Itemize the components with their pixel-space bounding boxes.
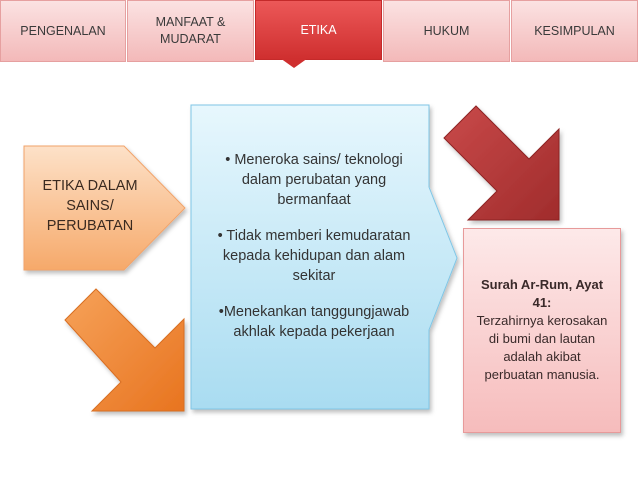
tab-label: PENGENALAN: [20, 23, 106, 38]
quote-title: Surah Ar-Rum, Ayat 41:: [480, 277, 604, 310]
tab-label: MANFAAT & MUDARAT: [155, 15, 226, 46]
arrow-down-right-icon: [65, 289, 184, 411]
list-item: •Menekankan tanggungjawab akhlak kepada pekerjaan: [218, 304, 410, 340]
quote-text: [466, 276, 618, 384]
arrow-down-right-icon: [444, 106, 559, 220]
topic-label: ETIKA DALAM SAINS/ PERUBATAN: [42, 178, 138, 234]
tab-label: HUKUM: [423, 23, 470, 38]
points-list: [196, 150, 432, 358]
quote-body: Terzahirnya kerosakan di bumi dan lautan adalah akibat perbuatan manusia.: [476, 313, 608, 382]
tab-label: ETIKA: [300, 22, 337, 37]
list-item: • Meneroka sains/ teknologi dalam perubatan yang bermanfaat: [225, 152, 403, 208]
list-item: • Tidak memberi kemudaratan kepada kehidupan dan alam sekitar: [217, 228, 411, 284]
tab-label: KESIMPULAN: [534, 23, 615, 38]
